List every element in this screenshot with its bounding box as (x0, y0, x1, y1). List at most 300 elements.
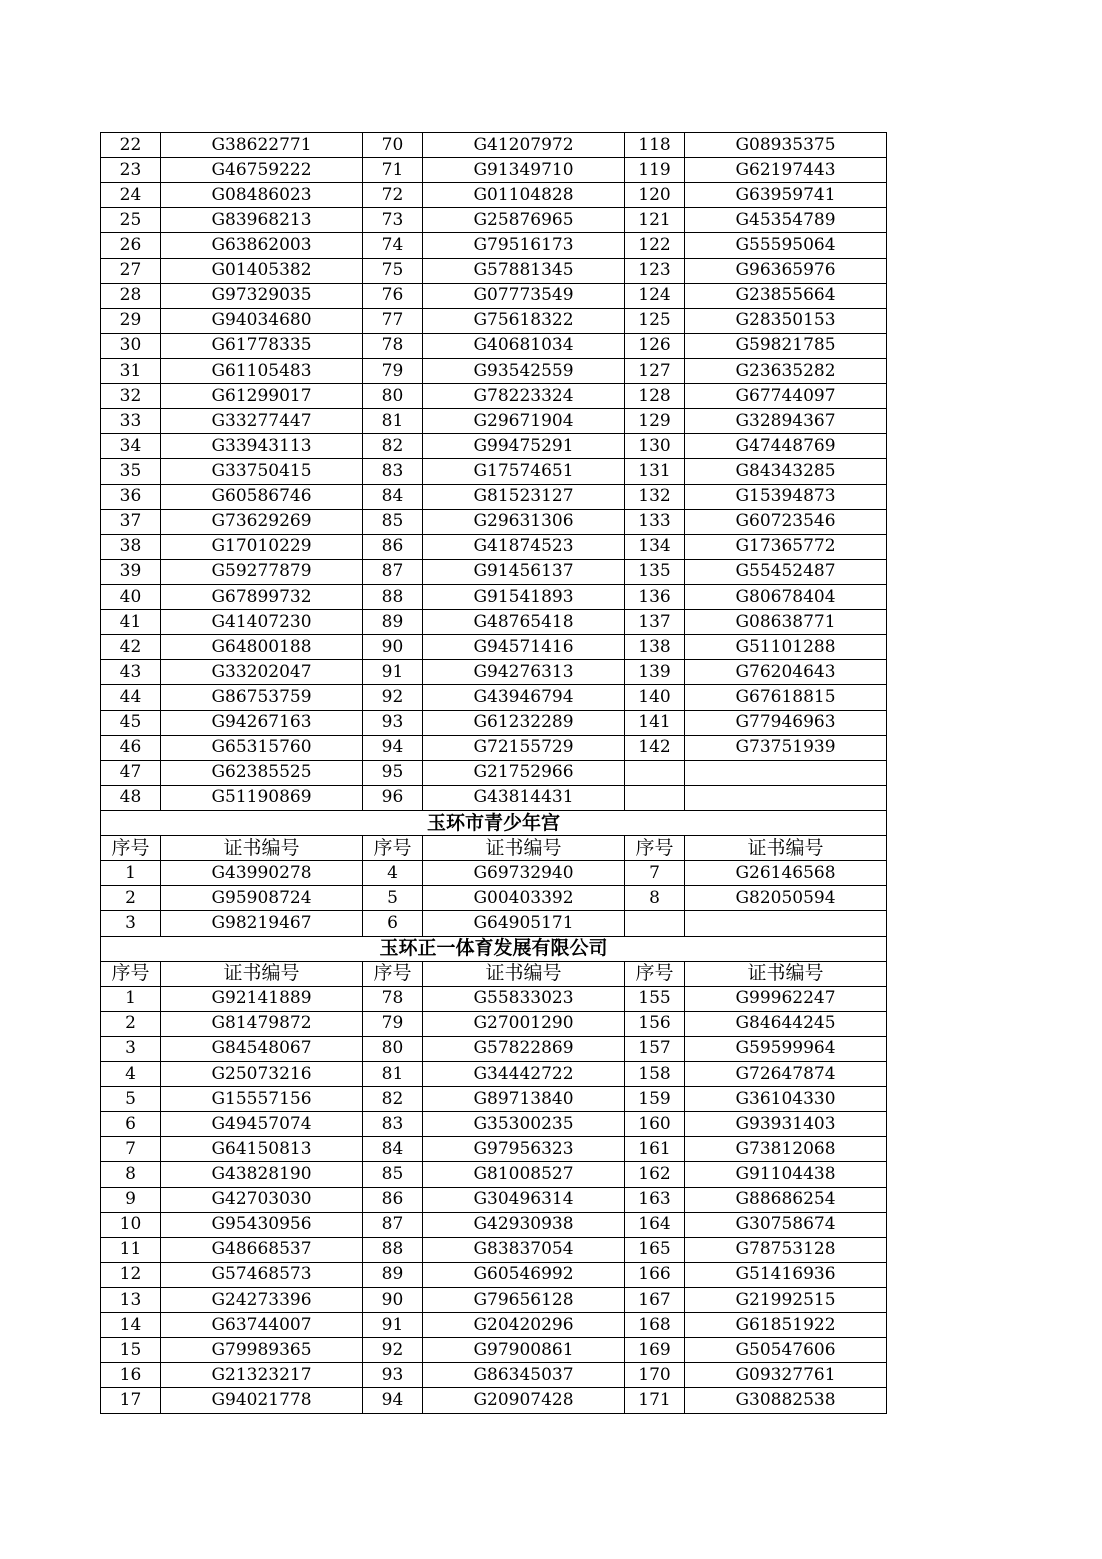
table-row (101, 1062, 887, 1087)
cert-number-cell: G79516173 (423, 233, 625, 258)
seq-cell (625, 911, 685, 936)
cert-number-cell: G21752966 (423, 760, 625, 785)
table-row (101, 484, 887, 509)
seq-cell: 75 (363, 258, 423, 283)
table-row (101, 1363, 887, 1388)
cert-number-cell: G23855664 (685, 283, 887, 308)
cert-number-cell: G72647874 (685, 1062, 887, 1087)
cert-number-cell: G63862003 (161, 233, 363, 258)
cert-number-cell: G93542559 (423, 358, 625, 383)
seq-cell: 71 (363, 158, 423, 183)
column-header-row (101, 836, 887, 861)
cert-number-cell: G43990278 (161, 861, 363, 886)
seq-cell: 10 (101, 1212, 161, 1237)
seq-cell: 40 (101, 584, 161, 609)
table-row (101, 1313, 887, 1338)
seq-cell: 22 (101, 133, 161, 158)
seq-cell: 80 (363, 384, 423, 409)
cert-number-cell: G20420296 (423, 1313, 625, 1338)
cert-number-cell (685, 785, 887, 810)
cert-number-cell: G32894367 (685, 409, 887, 434)
seq-cell: 168 (625, 1313, 685, 1338)
seq-header: 序号 (363, 961, 423, 986)
seq-cell: 37 (101, 509, 161, 534)
cert-number-cell: G84548067 (161, 1036, 363, 1061)
cert-number-cell: G95430956 (161, 1212, 363, 1237)
cert-number-cell: G23635282 (685, 358, 887, 383)
seq-cell: 28 (101, 283, 161, 308)
cert-number-cell: G86345037 (423, 1363, 625, 1388)
table-row (101, 233, 887, 258)
cert-number-cell: G78753128 (685, 1237, 887, 1262)
seq-cell: 87 (363, 1212, 423, 1237)
cert-number-cell: G09327761 (685, 1363, 887, 1388)
cert-number-cell: G28350153 (685, 308, 887, 333)
seq-cell: 86 (363, 534, 423, 559)
table-row (101, 660, 887, 685)
cert-number-cell: G93931403 (685, 1112, 887, 1137)
seq-cell: 126 (625, 333, 685, 358)
cert-number-cell: G61232289 (423, 710, 625, 735)
seq-cell: 91 (363, 1313, 423, 1338)
seq-cell: 6 (101, 1112, 161, 1137)
cert-number-cell: G59277879 (161, 559, 363, 584)
cert-number-cell: G91104438 (685, 1162, 887, 1187)
seq-cell: 8 (101, 1162, 161, 1187)
seq-cell: 85 (363, 509, 423, 534)
seq-cell: 91 (363, 660, 423, 685)
cert-number-cell: G45354789 (685, 208, 887, 233)
cert-number-cell: G63744007 (161, 1313, 363, 1338)
seq-cell: 169 (625, 1338, 685, 1363)
cert-number-cell: G00403392 (423, 886, 625, 911)
seq-cell: 41 (101, 610, 161, 635)
seq-cell: 2 (101, 1011, 161, 1036)
cert-number-cell: G92141889 (161, 986, 363, 1011)
seq-cell: 34 (101, 434, 161, 459)
cert-number-cell: G30882538 (685, 1388, 887, 1413)
cert-number-cell: G57881345 (423, 258, 625, 283)
cert-number-cell: G55833023 (423, 986, 625, 1011)
table-row (101, 1288, 887, 1313)
seq-cell: 31 (101, 358, 161, 383)
table-row (101, 183, 887, 208)
table-row (101, 1036, 887, 1061)
table-row (101, 760, 887, 785)
cert-number-cell: G81523127 (423, 484, 625, 509)
seq-cell: 70 (363, 133, 423, 158)
seq-cell: 29 (101, 308, 161, 333)
cert-number-cell: G33277447 (161, 409, 363, 434)
seq-cell: 120 (625, 183, 685, 208)
cert-number-cell: G15394873 (685, 484, 887, 509)
seq-cell: 2 (101, 886, 161, 911)
seq-cell: 3 (101, 1036, 161, 1061)
seq-cell: 93 (363, 710, 423, 735)
seq-cell: 94 (363, 735, 423, 760)
seq-cell: 161 (625, 1137, 685, 1162)
seq-cell: 1 (101, 986, 161, 1011)
seq-cell: 132 (625, 484, 685, 509)
table-row (101, 283, 887, 308)
cert-number-cell: G83968213 (161, 208, 363, 233)
cert-number-cell: G96365976 (685, 258, 887, 283)
cert-number-cell: G61299017 (161, 384, 363, 409)
seq-cell: 133 (625, 509, 685, 534)
seq-cell: 89 (363, 610, 423, 635)
seq-cell: 127 (625, 358, 685, 383)
seq-cell: 81 (363, 409, 423, 434)
seq-cell: 129 (625, 409, 685, 434)
seq-cell: 27 (101, 258, 161, 283)
seq-cell: 46 (101, 735, 161, 760)
cert-number-cell: G86753759 (161, 685, 363, 710)
seq-cell: 11 (101, 1237, 161, 1262)
certificate-table (100, 132, 887, 1414)
seq-cell: 76 (363, 283, 423, 308)
seq-cell: 6 (363, 911, 423, 936)
seq-cell: 83 (363, 1112, 423, 1137)
seq-cell: 79 (363, 1011, 423, 1036)
table-row (101, 1137, 887, 1162)
cert-header: 证书编号 (685, 836, 887, 861)
cert-number-cell: G25876965 (423, 208, 625, 233)
seq-cell: 26 (101, 233, 161, 258)
cert-number-cell: G81008527 (423, 1162, 625, 1187)
cert-number-cell: G91456137 (423, 559, 625, 584)
seq-cell: 131 (625, 459, 685, 484)
seq-cell: 165 (625, 1237, 685, 1262)
seq-cell: 36 (101, 484, 161, 509)
cert-number-cell: G73629269 (161, 509, 363, 534)
cert-number-cell: G75618322 (423, 308, 625, 333)
table-row (101, 986, 887, 1011)
seq-cell: 95 (363, 760, 423, 785)
seq-cell: 23 (101, 158, 161, 183)
cert-number-cell: G88686254 (685, 1187, 887, 1212)
seq-cell: 12 (101, 1262, 161, 1287)
table-row (101, 1011, 887, 1036)
seq-cell: 156 (625, 1011, 685, 1036)
cert-number-cell: G59821785 (685, 333, 887, 358)
seq-cell: 125 (625, 308, 685, 333)
seq-cell: 92 (363, 685, 423, 710)
cert-number-cell: G42703030 (161, 1187, 363, 1212)
seq-cell: 160 (625, 1112, 685, 1137)
table-row (101, 133, 887, 158)
cert-number-cell: G55452487 (685, 559, 887, 584)
seq-cell: 119 (625, 158, 685, 183)
cert-number-cell: G73812068 (685, 1137, 887, 1162)
table-row (101, 1388, 887, 1413)
section-title-row (101, 936, 887, 961)
cert-number-cell: G33943113 (161, 434, 363, 459)
seq-cell: 134 (625, 534, 685, 559)
cert-number-cell (685, 911, 887, 936)
seq-cell: 13 (101, 1288, 161, 1313)
cert-number-cell: G24273396 (161, 1288, 363, 1313)
section-title-row (101, 810, 887, 835)
cert-number-cell: G79656128 (423, 1288, 625, 1313)
seq-cell: 78 (363, 986, 423, 1011)
seq-cell: 72 (363, 183, 423, 208)
cert-number-cell: G80678404 (685, 584, 887, 609)
seq-cell: 158 (625, 1062, 685, 1087)
seq-cell: 84 (363, 484, 423, 509)
seq-cell: 89 (363, 1262, 423, 1287)
table-row (101, 610, 887, 635)
certificate-table-body (101, 133, 887, 1414)
cert-number-cell: G50547606 (685, 1338, 887, 1363)
cert-number-cell: G64800188 (161, 635, 363, 660)
cert-number-cell: G94276313 (423, 660, 625, 685)
table-row (101, 584, 887, 609)
seq-cell: 7 (625, 861, 685, 886)
seq-cell: 79 (363, 358, 423, 383)
section-title: 玉环市青少年宫 (101, 810, 887, 835)
seq-cell: 39 (101, 559, 161, 584)
cert-number-cell: G46759222 (161, 158, 363, 183)
seq-cell: 135 (625, 559, 685, 584)
cert-number-cell: G25073216 (161, 1062, 363, 1087)
cert-number-cell: G59599964 (685, 1036, 887, 1061)
seq-cell: 33 (101, 409, 161, 434)
seq-cell: 74 (363, 233, 423, 258)
cert-number-cell: G29631306 (423, 509, 625, 534)
seq-cell: 81 (363, 1062, 423, 1087)
cert-number-cell: G41407230 (161, 610, 363, 635)
seq-cell (625, 760, 685, 785)
seq-cell: 15 (101, 1338, 161, 1363)
cert-number-cell: G08935375 (685, 133, 887, 158)
seq-cell: 86 (363, 1187, 423, 1212)
cert-number-cell: G94267163 (161, 710, 363, 735)
seq-cell: 93 (363, 1363, 423, 1388)
cert-number-cell: G60586746 (161, 484, 363, 509)
table-row (101, 1162, 887, 1187)
cert-number-cell: G08486023 (161, 183, 363, 208)
seq-cell: 16 (101, 1363, 161, 1388)
table-row (101, 258, 887, 283)
cert-number-cell: G91349710 (423, 158, 625, 183)
seq-cell: 77 (363, 308, 423, 333)
cert-number-cell: G57468573 (161, 1262, 363, 1287)
cert-number-cell: G82050594 (685, 886, 887, 911)
cert-number-cell (685, 760, 887, 785)
seq-cell: 4 (363, 861, 423, 886)
cert-number-cell: G15557156 (161, 1087, 363, 1112)
seq-cell: 85 (363, 1162, 423, 1187)
cert-number-cell: G99475291 (423, 434, 625, 459)
table-row (101, 1212, 887, 1237)
seq-cell: 32 (101, 384, 161, 409)
seq-header: 序号 (625, 961, 685, 986)
cert-number-cell: G30496314 (423, 1187, 625, 1212)
cert-number-cell: G51190869 (161, 785, 363, 810)
seq-cell: 121 (625, 208, 685, 233)
cert-number-cell: G72155729 (423, 735, 625, 760)
cert-number-cell: G61778335 (161, 333, 363, 358)
cert-number-cell: G30758674 (685, 1212, 887, 1237)
seq-cell: 92 (363, 1338, 423, 1363)
table-row (101, 735, 887, 760)
seq-header: 序号 (363, 836, 423, 861)
table-row (101, 509, 887, 534)
seq-cell: 82 (363, 434, 423, 459)
cert-number-cell: G26146568 (685, 861, 887, 886)
cert-number-cell: G35300235 (423, 1112, 625, 1137)
table-row (101, 886, 887, 911)
cert-number-cell: G73751939 (685, 735, 887, 760)
cert-number-cell: G55595064 (685, 233, 887, 258)
seq-cell: 25 (101, 208, 161, 233)
seq-cell: 128 (625, 384, 685, 409)
seq-cell: 137 (625, 610, 685, 635)
cert-number-cell: G48668537 (161, 1237, 363, 1262)
table-row (101, 1237, 887, 1262)
cert-header: 证书编号 (161, 836, 363, 861)
cert-header: 证书编号 (161, 961, 363, 986)
cert-number-cell: G81479872 (161, 1011, 363, 1036)
seq-cell: 164 (625, 1212, 685, 1237)
table-row (101, 308, 887, 333)
seq-cell (625, 785, 685, 810)
seq-cell: 45 (101, 710, 161, 735)
table-row (101, 434, 887, 459)
seq-cell: 7 (101, 1137, 161, 1162)
cert-number-cell: G08638771 (685, 610, 887, 635)
cert-number-cell: G69732940 (423, 861, 625, 886)
cert-number-cell: G64150813 (161, 1137, 363, 1162)
cert-number-cell: G47448769 (685, 434, 887, 459)
cert-number-cell: G33202047 (161, 660, 363, 685)
table-row (101, 409, 887, 434)
seq-cell: 5 (101, 1087, 161, 1112)
cert-number-cell: G62385525 (161, 760, 363, 785)
seq-cell: 167 (625, 1288, 685, 1313)
seq-cell: 90 (363, 635, 423, 660)
cert-header: 证书编号 (685, 961, 887, 986)
table-row (101, 384, 887, 409)
cert-number-cell: G51416936 (685, 1262, 887, 1287)
cert-number-cell: G38622771 (161, 133, 363, 158)
table-row (101, 1338, 887, 1363)
cert-number-cell: G67899732 (161, 584, 363, 609)
seq-cell: 30 (101, 333, 161, 358)
cert-number-cell: G01104828 (423, 183, 625, 208)
cert-number-cell: G91541893 (423, 584, 625, 609)
seq-cell: 38 (101, 534, 161, 559)
seq-cell: 80 (363, 1036, 423, 1061)
seq-cell: 90 (363, 1288, 423, 1313)
table-row (101, 785, 887, 810)
cert-number-cell: G84343285 (685, 459, 887, 484)
seq-cell: 140 (625, 685, 685, 710)
seq-cell: 88 (363, 1237, 423, 1262)
cert-number-cell: G67618815 (685, 685, 887, 710)
seq-cell: 155 (625, 986, 685, 1011)
cert-number-cell: G61851922 (685, 1313, 887, 1338)
table-row (101, 208, 887, 233)
seq-header: 序号 (101, 836, 161, 861)
cert-number-cell: G98219467 (161, 911, 363, 936)
cert-number-cell: G01405382 (161, 258, 363, 283)
seq-cell: 166 (625, 1262, 685, 1287)
cert-number-cell: G29671904 (423, 409, 625, 434)
seq-cell: 138 (625, 635, 685, 660)
table-row (101, 534, 887, 559)
cert-number-cell: G43946794 (423, 685, 625, 710)
seq-header: 序号 (101, 961, 161, 986)
seq-cell: 118 (625, 133, 685, 158)
seq-cell: 5 (363, 886, 423, 911)
cert-number-cell: G48765418 (423, 610, 625, 635)
cert-number-cell: G36104330 (685, 1087, 887, 1112)
table-row (101, 861, 887, 886)
table-row (101, 710, 887, 735)
seq-cell: 157 (625, 1036, 685, 1061)
seq-cell: 44 (101, 685, 161, 710)
cert-number-cell: G77946963 (685, 710, 887, 735)
seq-cell: 4 (101, 1062, 161, 1087)
cert-number-cell: G34442722 (423, 1062, 625, 1087)
cert-number-cell: G67744097 (685, 384, 887, 409)
cert-number-cell: G27001290 (423, 1011, 625, 1036)
seq-cell: 83 (363, 459, 423, 484)
seq-cell: 162 (625, 1162, 685, 1187)
cert-number-cell: G63959741 (685, 183, 887, 208)
table-row (101, 1087, 887, 1112)
cert-number-cell: G94034680 (161, 308, 363, 333)
cert-number-cell: G42930938 (423, 1212, 625, 1237)
seq-cell: 43 (101, 660, 161, 685)
seq-cell: 136 (625, 584, 685, 609)
cert-number-cell: G20907428 (423, 1388, 625, 1413)
seq-cell: 123 (625, 258, 685, 283)
table-row (101, 685, 887, 710)
cert-number-cell: G97956323 (423, 1137, 625, 1162)
seq-cell: 139 (625, 660, 685, 685)
seq-header: 序号 (625, 836, 685, 861)
seq-cell: 8 (625, 886, 685, 911)
cert-number-cell: G84644245 (685, 1011, 887, 1036)
cert-number-cell: G94571416 (423, 635, 625, 660)
seq-cell: 78 (363, 333, 423, 358)
cert-number-cell: G17574651 (423, 459, 625, 484)
table-row (101, 358, 887, 383)
seq-cell: 47 (101, 760, 161, 785)
cert-number-cell: G65315760 (161, 735, 363, 760)
cert-number-cell: G99962247 (685, 986, 887, 1011)
seq-cell: 141 (625, 710, 685, 735)
seq-cell: 96 (363, 785, 423, 810)
cert-number-cell: G49457074 (161, 1112, 363, 1137)
table-row (101, 333, 887, 358)
seq-cell: 142 (625, 735, 685, 760)
cert-number-cell: G60723546 (685, 509, 887, 534)
seq-cell: 14 (101, 1313, 161, 1338)
cert-number-cell: G17365772 (685, 534, 887, 559)
cert-number-cell: G33750415 (161, 459, 363, 484)
cert-number-cell: G62197443 (685, 158, 887, 183)
cert-header: 证书编号 (423, 836, 625, 861)
table-row (101, 635, 887, 660)
cert-number-cell: G97900861 (423, 1338, 625, 1363)
cert-number-cell: G17010229 (161, 534, 363, 559)
seq-cell: 17 (101, 1388, 161, 1413)
cert-number-cell: G07773549 (423, 283, 625, 308)
seq-cell: 122 (625, 233, 685, 258)
